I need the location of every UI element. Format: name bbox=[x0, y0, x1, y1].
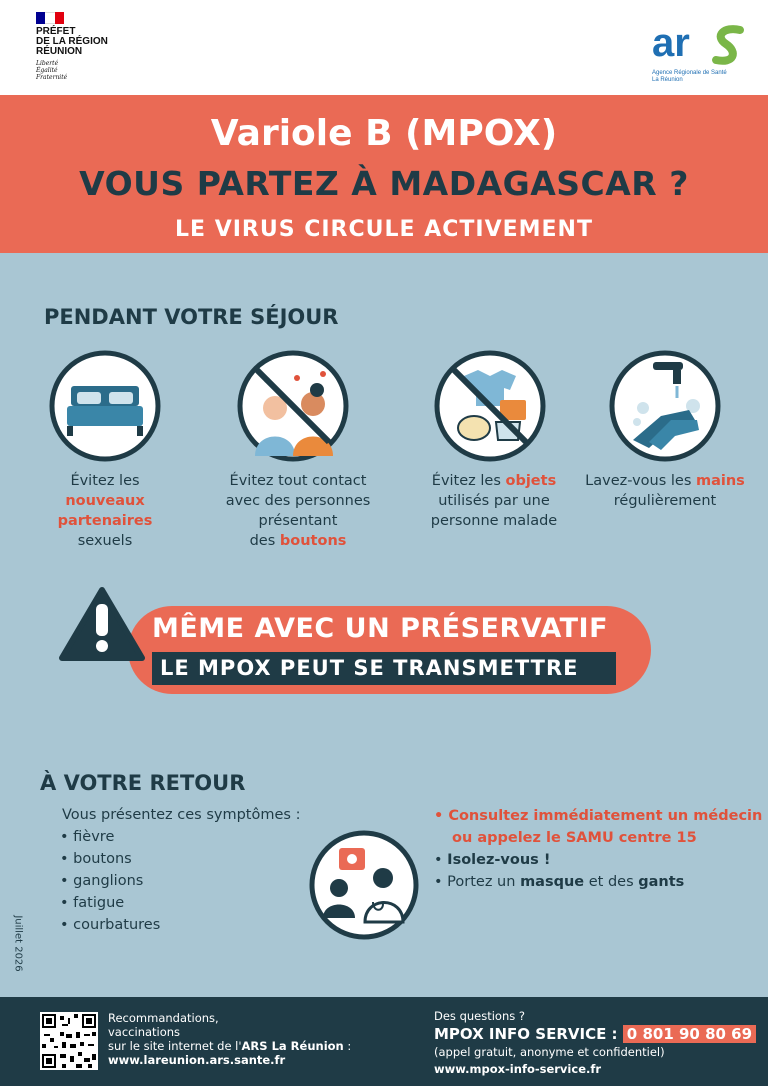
list-item: • Portez un masque et des gants bbox=[434, 871, 764, 893]
prefecture-logo bbox=[36, 12, 146, 81]
bed-icon bbox=[49, 350, 161, 462]
french-flag-icon bbox=[36, 12, 64, 24]
caption-contact: Évitez tout contact avec des personnes présentant des boutons bbox=[225, 473, 371, 549]
ars-wordmark-icon bbox=[652, 22, 752, 66]
ars-website-link[interactable]: www.lareunion.ars.sante.fr bbox=[108, 1053, 286, 1067]
warning-line-1: MÊME AVEC UN PRÉSERVATIF bbox=[152, 613, 609, 644]
prefecture-line-1: PRÉFET bbox=[36, 26, 76, 37]
phone-number[interactable]: 0 801 90 80 69 bbox=[623, 1025, 756, 1043]
footer-left: Recommandations, vaccinations sur le site internet de l'ARS La Réunion : www.lareunion.ars.sante.fr bbox=[108, 1011, 368, 1067]
list-item: • Consultez immédiatement un médecin ou appelez le SAMU centre 15 bbox=[434, 805, 764, 849]
symptoms-intro: Vous présentez ces symptômes : bbox=[62, 807, 301, 823]
return-heading: À VOTRE RETOUR bbox=[40, 771, 246, 795]
ars-logo bbox=[652, 22, 752, 84]
caption-objects: Évitez les objets utilisés par une personne malade bbox=[430, 473, 558, 529]
ars-subtitle: Agence Régionale de Santé bbox=[652, 70, 727, 76]
during-heading: PENDANT VOTRE SÉJOUR bbox=[44, 305, 339, 329]
qr-code-icon[interactable] bbox=[40, 1012, 98, 1070]
list-item: • fièvre bbox=[60, 826, 160, 848]
caption-partners: Évitez les nouveaux partenaires sexuels bbox=[57, 473, 153, 549]
caption-hands: Lavez-vous les mains régulièrement bbox=[585, 473, 745, 509]
prefecture-line-2: DE LA RÉGION bbox=[36, 36, 108, 47]
warning-triangle-icon bbox=[58, 586, 146, 662]
no-contact-icon bbox=[237, 350, 349, 462]
banner-subtitle: LE VIRUS CIRCULE ACTIVEMENT bbox=[175, 217, 593, 242]
doctor-consultation-icon bbox=[309, 830, 419, 940]
hand-washing-icon bbox=[609, 350, 721, 462]
list-item: • Isolez-vous ! bbox=[434, 849, 764, 871]
no-shared-objects-icon bbox=[434, 350, 546, 462]
list-item: • boutons bbox=[60, 848, 160, 870]
symptoms-list bbox=[60, 826, 160, 936]
prefecture-line-3: RÉUNION bbox=[36, 46, 83, 57]
banner-question: VOUS PARTEZ À MADAGASCAR ? bbox=[79, 164, 689, 203]
mpox-website-link[interactable]: www.mpox-info-service.fr bbox=[434, 1062, 602, 1076]
warning-line-2: LE MPOX PEUT SE TRANSMETTRE bbox=[152, 652, 616, 685]
republic-motto: Liberté Égalité Fraternité bbox=[36, 60, 68, 81]
svg-text:ar: ar bbox=[652, 22, 690, 65]
info-service-line: MPOX INFO SERVICE : 0 801 90 80 69 bbox=[434, 1023, 764, 1045]
list-item: • fatigue bbox=[60, 892, 160, 914]
ars-region: La Réunion bbox=[652, 77, 683, 83]
list-item: • courbatures bbox=[60, 914, 160, 936]
list-item: • ganglions bbox=[60, 870, 160, 892]
advice-list bbox=[434, 805, 764, 893]
banner-title: Variole B (MPOX) bbox=[210, 113, 558, 154]
footer-right: Des questions ? MPOX INFO SERVICE : 0 801 90 80 69 (appel gratuit, anonyme et confidentiel) www.mpox-info-service.fr bbox=[434, 1009, 764, 1076]
date-label: Juillet 2026 bbox=[12, 915, 24, 972]
